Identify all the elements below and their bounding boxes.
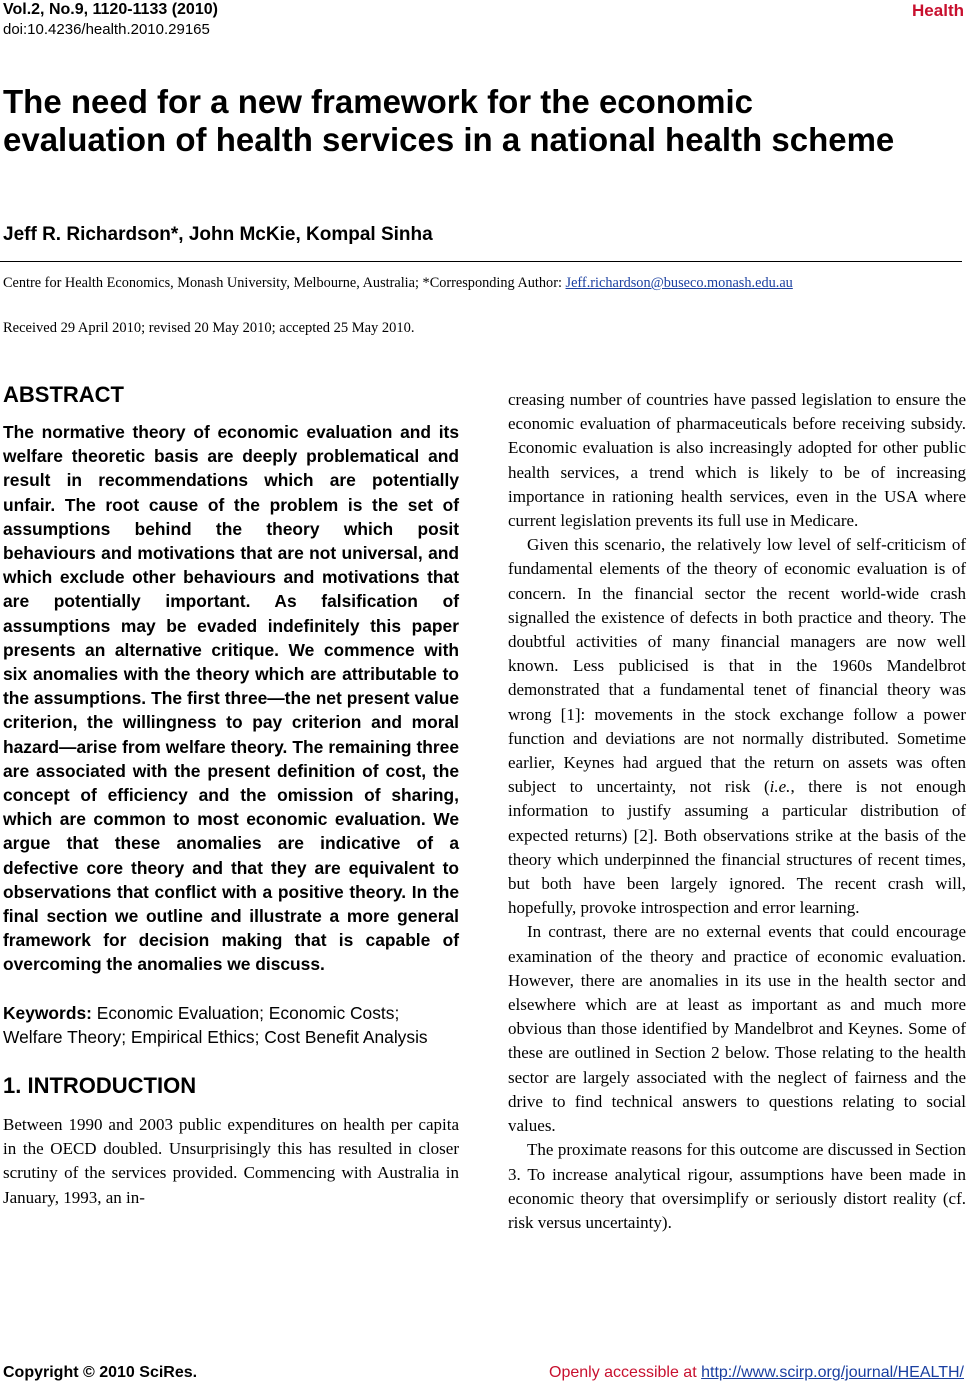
journal-url-link[interactable]: http://www.scirp.org/journal/HEALTH/ xyxy=(701,1364,964,1381)
ie-abbreviation: i.e. xyxy=(769,777,791,797)
received-dates: Received 29 April 2010; revised 20 May 2010; accepted 25 May 2010. xyxy=(3,320,415,336)
body-paragraph: The proximate reasons for this outcome are discussed in Section 3. To increase analytical rigour, assumptions have been made in economic theory that oversimplify or seriously distort reality (cf. risk versus uncertainty). xyxy=(508,1140,966,1232)
body-paragraph: creasing number of countries have passed legislation to ensure the economic evaluation of pharmaceuticals before receiving subsidy. Economic evaluation is also increasingly adopted for other public health services, a trend which is likely to be of increasing importance in rationing health services, even in the USA where current legislation prevents its full use in Medicare. xyxy=(508,390,966,531)
keywords xyxy=(3,1001,459,1049)
introduction-heading: 1. INTRODUCTION xyxy=(3,1073,197,1099)
left-column xyxy=(3,382,459,1210)
abstract-heading: ABSTRACT xyxy=(3,382,124,407)
introduction-paragraph: Between 1990 and 2003 public expenditures on health per capita in the OECD doubled. Unsurprisingly this has resulted in closer scrutiny of the services provided. Commencing with Australia in January, 1993, an in- xyxy=(3,1115,459,1207)
header-divider xyxy=(0,261,962,262)
corresponding-email-link[interactable]: Jeff.richardson@buseco.monash.edu.au xyxy=(565,275,793,291)
keywords-label: Keywords: xyxy=(3,1002,92,1023)
open-access-text: Openly accessible at xyxy=(549,1364,702,1381)
right-column xyxy=(508,388,966,1235)
body-paragraph: In contrast, there are no external events that could encourage examination of the theory and practice of economic evaluation. However, there are anomalies in its use in the health sector and elsewhere which are at least as important as and much more obvious than those identified by Mandelbrot and Keynes. Some of these are outlined in Section 2 below. Those relating to the health sector are largely associated with the neglect of fairness and the drive to find technical answers to questions relating to social values. xyxy=(508,922,966,1136)
open-access-notice xyxy=(549,1364,964,1382)
paragraph-text: Given this scenario, the relatively low level of self-criticism of fundamental elements of the theory of economic evaluation is of concern. In the financial sector the recent world-wide crash signalled the existence of defects in both practice and theory. The doubtful activities of many financial managers are now well known. Less publicised is that in the 1960s Mandelbrot demonstrated that a fundamental tenet of financial theory was wrong [1]: movements in the stock exchange follow a power function and deviations are not normally distributed. Sometime earlier, Keynes had argued that the return on assets was often subject to uncertainty, not risk ( xyxy=(508,535,966,797)
affiliation-text: Centre for Health Economics, Monash University, Melbourne, Australia; *Corresponding Author: xyxy=(3,275,566,291)
keywords-text: Economic Evaluation; Economic Costs; Welfare Theory; Empirical Ethics; Cost Benefit Analysis xyxy=(3,1002,428,1047)
authors: Jeff R. Richardson*, John McKie, Kompal Sinha xyxy=(3,224,433,245)
paper-title: The need for a new framework for the economic evaluation of health services in a national health scheme xyxy=(3,83,895,158)
body-paragraph xyxy=(508,533,966,920)
affiliation xyxy=(3,275,793,292)
abstract-body: The normative theory of economic evaluation and its welfare theoretic basis are deeply problematical and result in recommendations which are potentially unfair. The root cause of the problem is the set of assumptions behind the theory which posit behaviours and motivations that are not universal, and which exclude other behaviours and motivations that are potentially important. As falsification of assumptions may be evaded indefinitely this paper presents an alternative critique. We commence with six anomalies with the theory which are attributable to the assumptions. The first three—the net present value criterion, the willingness to pay criterion and moral hazard—arise from welfare theory. The remaining three are associated with the present definition of cost, the concept of efficiency and the omission of sharing, which are common to most economic evaluation. We argue that these anomalies are indicative of a defective core theory and that they are equivalent to observations that conflict with a positive theory. In the final section we outline and illustrate a more general framework for decision making that is capable of overcoming the anomalies we discuss. xyxy=(3,422,459,975)
doi: doi:10.4236/health.2010.29165 xyxy=(3,21,210,38)
copyright: Copyright © 2010 SciRes. xyxy=(3,1364,198,1381)
journal-name: Health xyxy=(912,1,964,20)
paragraph-text: , there is not enough information to justify assuming a particular distribution of expected returns) [2]. Both observations strike at the basis of the theory which underpinned the financial structures of recent times, but both have been largely ignored. The recent crash will, hopefully, provoke introspection and error learning. xyxy=(508,777,966,918)
volume-info: Vol.2, No.9, 1120-1133 (2010) xyxy=(3,1,218,18)
